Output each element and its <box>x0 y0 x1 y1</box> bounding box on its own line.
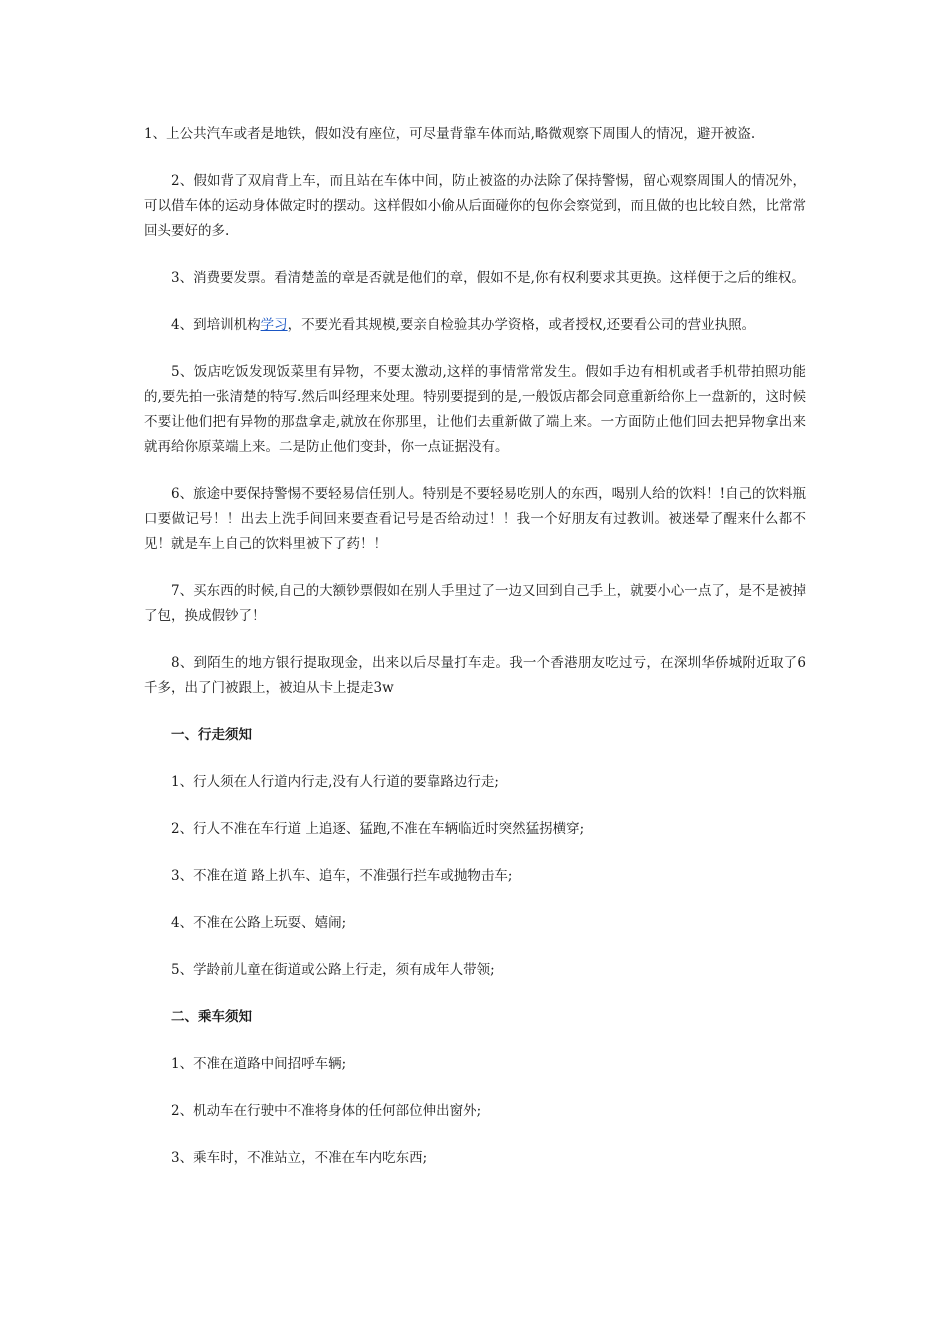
walking-rule-1: 1、行人须在人行道内行走,没有人行道的要靠路边行走; <box>171 774 499 790</box>
tip-paragraph-8: 8、到陌生的地方银行提取现金，出来以后尽量打车走。我一个香港朋友吃过亏，在深圳华侨城附近取了6千多，出了门被跟上，被迫从卡上提走3w <box>144 655 806 696</box>
riding-rule-1: 1、不准在道路中间招呼车辆; <box>171 1056 347 1072</box>
walking-rule-5: 5、学龄前儿童在街道或公路上行走，须有成年人带领; <box>171 962 495 978</box>
tip-paragraph-1: 1、上公共汽车或者是地铁，假如没有座位，可尽量背靠车体而站,略微观察下周围人的情况，避开被盗. <box>144 126 756 142</box>
section-heading-walking: 一、行走须知 <box>171 727 252 743</box>
tip-4-before: 4、到培训机构 <box>171 317 261 333</box>
tip-4-after: ，不要光看其规模,要亲自检验其办学资格，或者授权,还要看公司的营业执照。 <box>287 317 756 333</box>
section-heading-riding: 二、乘车须知 <box>171 1009 252 1025</box>
riding-rule-2: 2、机动车在行驶中不准将身体的任何部位伸出窗外; <box>171 1103 482 1119</box>
tip-paragraph-6: 6、旅途中要保持警惕不要轻易信任别人。特别是不要轻易吃别人的东西，喝别人给的饮料！!自己的饮料瓶口要做记号！！出去上洗手间回来要查看记号是否给动过！！我一个好朋友有过教训。被迷晕了醒来什么都不见！就是车上自己的饮料里被下了药！！ <box>144 486 807 552</box>
tip-paragraph-7: 7、买东西的时候,自己的大额钞票假如在别人手里过了一边又回到自己手上，就要小心一点了，是不是被掉了包，换成假钞了！ <box>144 583 806 624</box>
document-body <box>144 122 806 1193</box>
tip-paragraph-5: 5、饭店吃饭发现饭菜里有异物，不要太激动,这样的事情常常发生。假如手边有相机或者手机带拍照功能的,要先拍一张清楚的特写.然后叫经理来处理。特别要提到的是,一般饭店都会同意重新给你上一盘新的，这时候不要让他们把有异物的那盘拿走,就放在你那里，让他们去重新做了端上来。一方面防止他们回去把异物拿出来就再给你原菜端上来。二是防止他们变卦，你一点证据没有。 <box>144 364 806 455</box>
riding-rule-3: 3、乘车时，不准站立，不准在车内吃东西; <box>171 1150 428 1166</box>
tip-paragraph-4 <box>144 313 806 338</box>
walking-rule-4: 4、不准在公路上玩耍、嬉闹; <box>171 915 347 931</box>
tip-paragraph-2: 2、假如背了双肩背上车，而且站在车体中间，防止被盗的办法除了保持警惕，留心观察周围人的情况外，可以借车体的运动身体做定时的摆动。这样假如小偷从后面碰你的包你会察觉到，而且做的也比较自然，比常常回头要好的多. <box>144 173 806 239</box>
walking-rule-2: 2、行人不准在车行道 上追逐、猛跑,不准在车辆临近时突然猛拐横穿; <box>171 821 585 837</box>
tip-paragraph-3: 3、消费要发票。看清楚盖的章是否就是他们的章，假如不是,你有权利要求其更换。这样便于之后的维权。 <box>171 270 805 286</box>
walking-rule-3: 3、不准在道 路上扒车、追车，不准强行拦车或抛物击车; <box>171 868 513 884</box>
study-link[interactable]: 学习 <box>260 317 288 333</box>
